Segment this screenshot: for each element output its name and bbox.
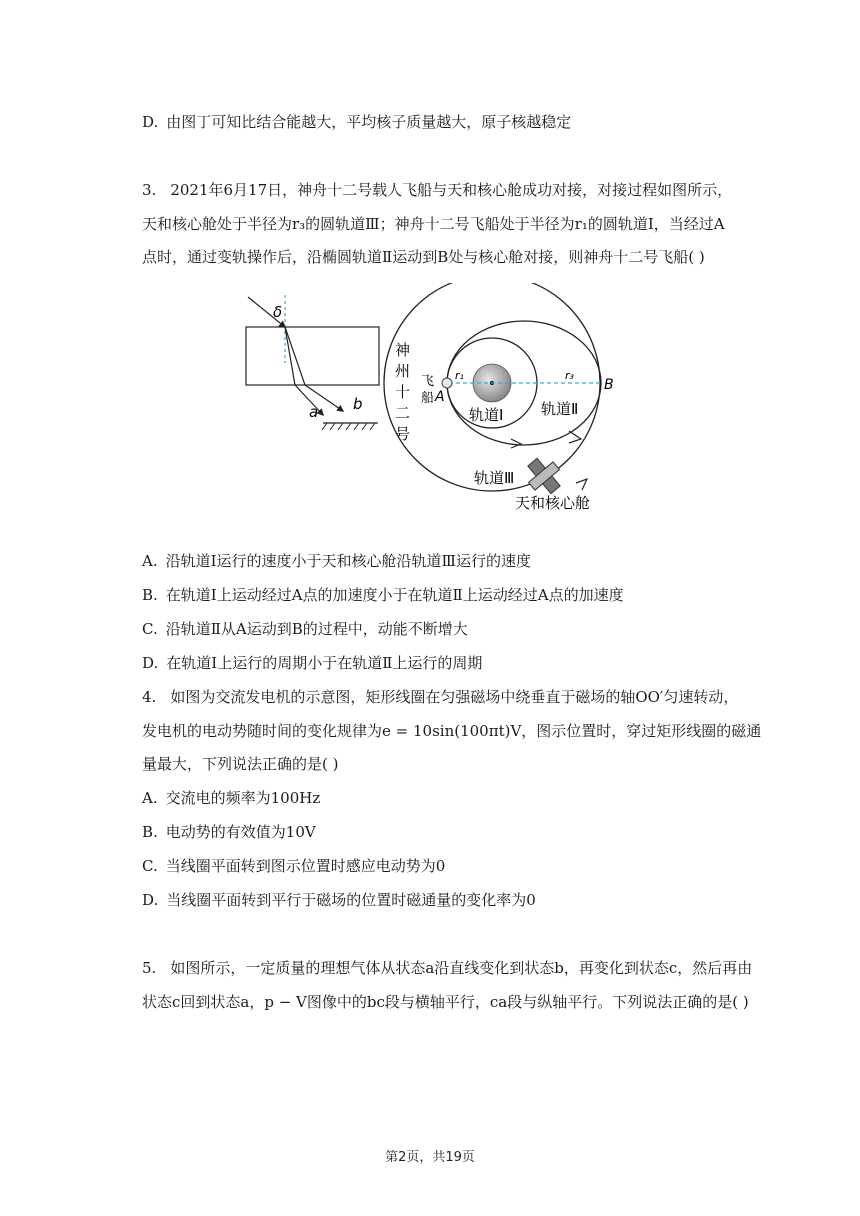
- option-letter: D.: [142, 113, 159, 131]
- question-number: 4.: [142, 688, 157, 706]
- q4-option-b: [142, 821, 316, 843]
- side-label-3: 十: [395, 383, 411, 401]
- q5-stem-line-1: [142, 957, 752, 979]
- delta-label: δ: [273, 303, 283, 321]
- option-letter: D.: [142, 654, 159, 672]
- orbit-1-label: 轨道Ⅰ: [469, 406, 504, 424]
- option-text: 由图丁可知比结合能越大，平均核子质量越大，原子核越稳定: [166, 113, 572, 131]
- orbit-3-arrow: [576, 479, 587, 490]
- q3-stem-line-3: 点时，通过变轨操作后，沿椭圆轨道Ⅱ运动到B处与核心舱对接，则神舟十二号飞船( ): [142, 248, 705, 266]
- stem-text: 2021年6月17日，神舟十二号载人飞船与天和核心舱成功对接，对接过程如图所示，: [170, 181, 733, 199]
- ray-b-label: b: [353, 395, 363, 413]
- option-text: 交流电的频率为100Hz: [165, 789, 321, 807]
- option-text: 沿轨道Ⅰ运行的速度小于天和核心舱沿轨道Ⅲ运行的速度: [165, 552, 532, 570]
- option-letter: D.: [142, 891, 159, 909]
- side-label-5: 号: [395, 425, 411, 443]
- ship-label-1: 飞: [421, 374, 435, 389]
- option-letter: B.: [142, 823, 158, 841]
- option-text: 在轨道Ⅰ上运动经过A点的加速度小于在轨道Ⅱ上运动经过A点的加速度: [165, 586, 624, 604]
- q4-stem-line-3: 量最大，下列说法正确的是( ): [142, 755, 339, 773]
- option-letter: C.: [142, 857, 158, 875]
- orbit-1-arrow: [511, 439, 521, 448]
- question-number: 3.: [142, 181, 157, 199]
- station-label: 天和核心舱: [515, 494, 591, 512]
- q4-option-c: [142, 855, 445, 877]
- q3-option-d: [142, 652, 482, 674]
- refracted-ray-b: [285, 327, 305, 385]
- refracted-ray-a: [285, 327, 295, 385]
- option-text: 电动势的有效值为10V: [165, 823, 316, 841]
- ray-a-label: a: [309, 403, 319, 421]
- q4-stem-line-1: [142, 686, 738, 708]
- option-letter: C.: [142, 620, 158, 638]
- q3-option-c: [142, 618, 468, 640]
- stem-text: 如图为交流发电机的示意图，矩形线圈在匀强磁场中绕垂直于磁场的轴OO′匀速转动，: [170, 688, 739, 706]
- q4-stem-line-2: 发电机的电动势随时间的变化规律为e = 10sin(100πt)V，图示位置时，穿过矩形线圈的磁通: [142, 722, 762, 740]
- refraction-subfigure: [246, 295, 379, 430]
- r1-label: r₁: [455, 369, 464, 382]
- q3-stem-line-1: [142, 179, 732, 201]
- space-station: [528, 458, 560, 493]
- q5-stem-line-2: 状态c回到状态a，p − V图像中的bc段与横轴平行，ca段与纵轴平行。下列说法正确的是( ): [142, 993, 749, 1011]
- option-text: 当线圈平面转到平行于磁场的位置时磁通量的变化率为0: [166, 891, 536, 909]
- orbit-diagram: [384, 283, 614, 512]
- q4-option-d: [142, 889, 536, 911]
- point-b-label: B: [604, 377, 614, 393]
- option-text: 当线圈平面转到图示位置时感应电动势为0: [165, 857, 446, 875]
- orbit-2-label: 轨道Ⅱ: [541, 400, 579, 418]
- question-number: 5.: [142, 959, 157, 977]
- q4-option-a: [142, 787, 320, 809]
- q3-option-a: [142, 550, 531, 572]
- option-letter: A.: [142, 552, 158, 570]
- q3-option-b: [142, 584, 624, 606]
- ship-label-2: 船: [421, 391, 435, 406]
- option-text: 沿轨道Ⅱ从A运动到B的过程中，动能不断增大: [165, 620, 468, 638]
- q3-stem-line-2: 天和核心舱处于半径为r₃的圆轨道Ⅲ；神舟十二号飞船处于半径为r₁的圆轨道Ⅰ，当经过A: [142, 215, 725, 233]
- side-label-4: 二: [395, 404, 411, 422]
- option-letter: A.: [142, 789, 158, 807]
- ground-hatching: [322, 423, 375, 430]
- orbit-docking-figure: [243, 283, 623, 523]
- spacecraft: [442, 378, 452, 388]
- stem-text: 如图所示，一定质量的理想气体从状态a沿直线变化到状态b，再变化到状态c，然后再由: [170, 959, 753, 977]
- point-a-label: A: [435, 389, 445, 405]
- q2-option-d: [142, 111, 571, 133]
- side-label-1: 神: [395, 341, 411, 359]
- orbit-2-arrow: [569, 431, 581, 443]
- option-text: 在轨道Ⅰ上运行的周期小于在轨道Ⅱ上运行的周期: [166, 654, 483, 672]
- r3-label: r₃: [565, 369, 574, 382]
- side-label-2: 州: [395, 362, 411, 380]
- option-letter: B.: [142, 586, 158, 604]
- page-footer: 第2页，共19页: [385, 1150, 475, 1165]
- glass-block: [246, 327, 379, 385]
- orbit-3-label: 轨道Ⅲ: [474, 469, 515, 487]
